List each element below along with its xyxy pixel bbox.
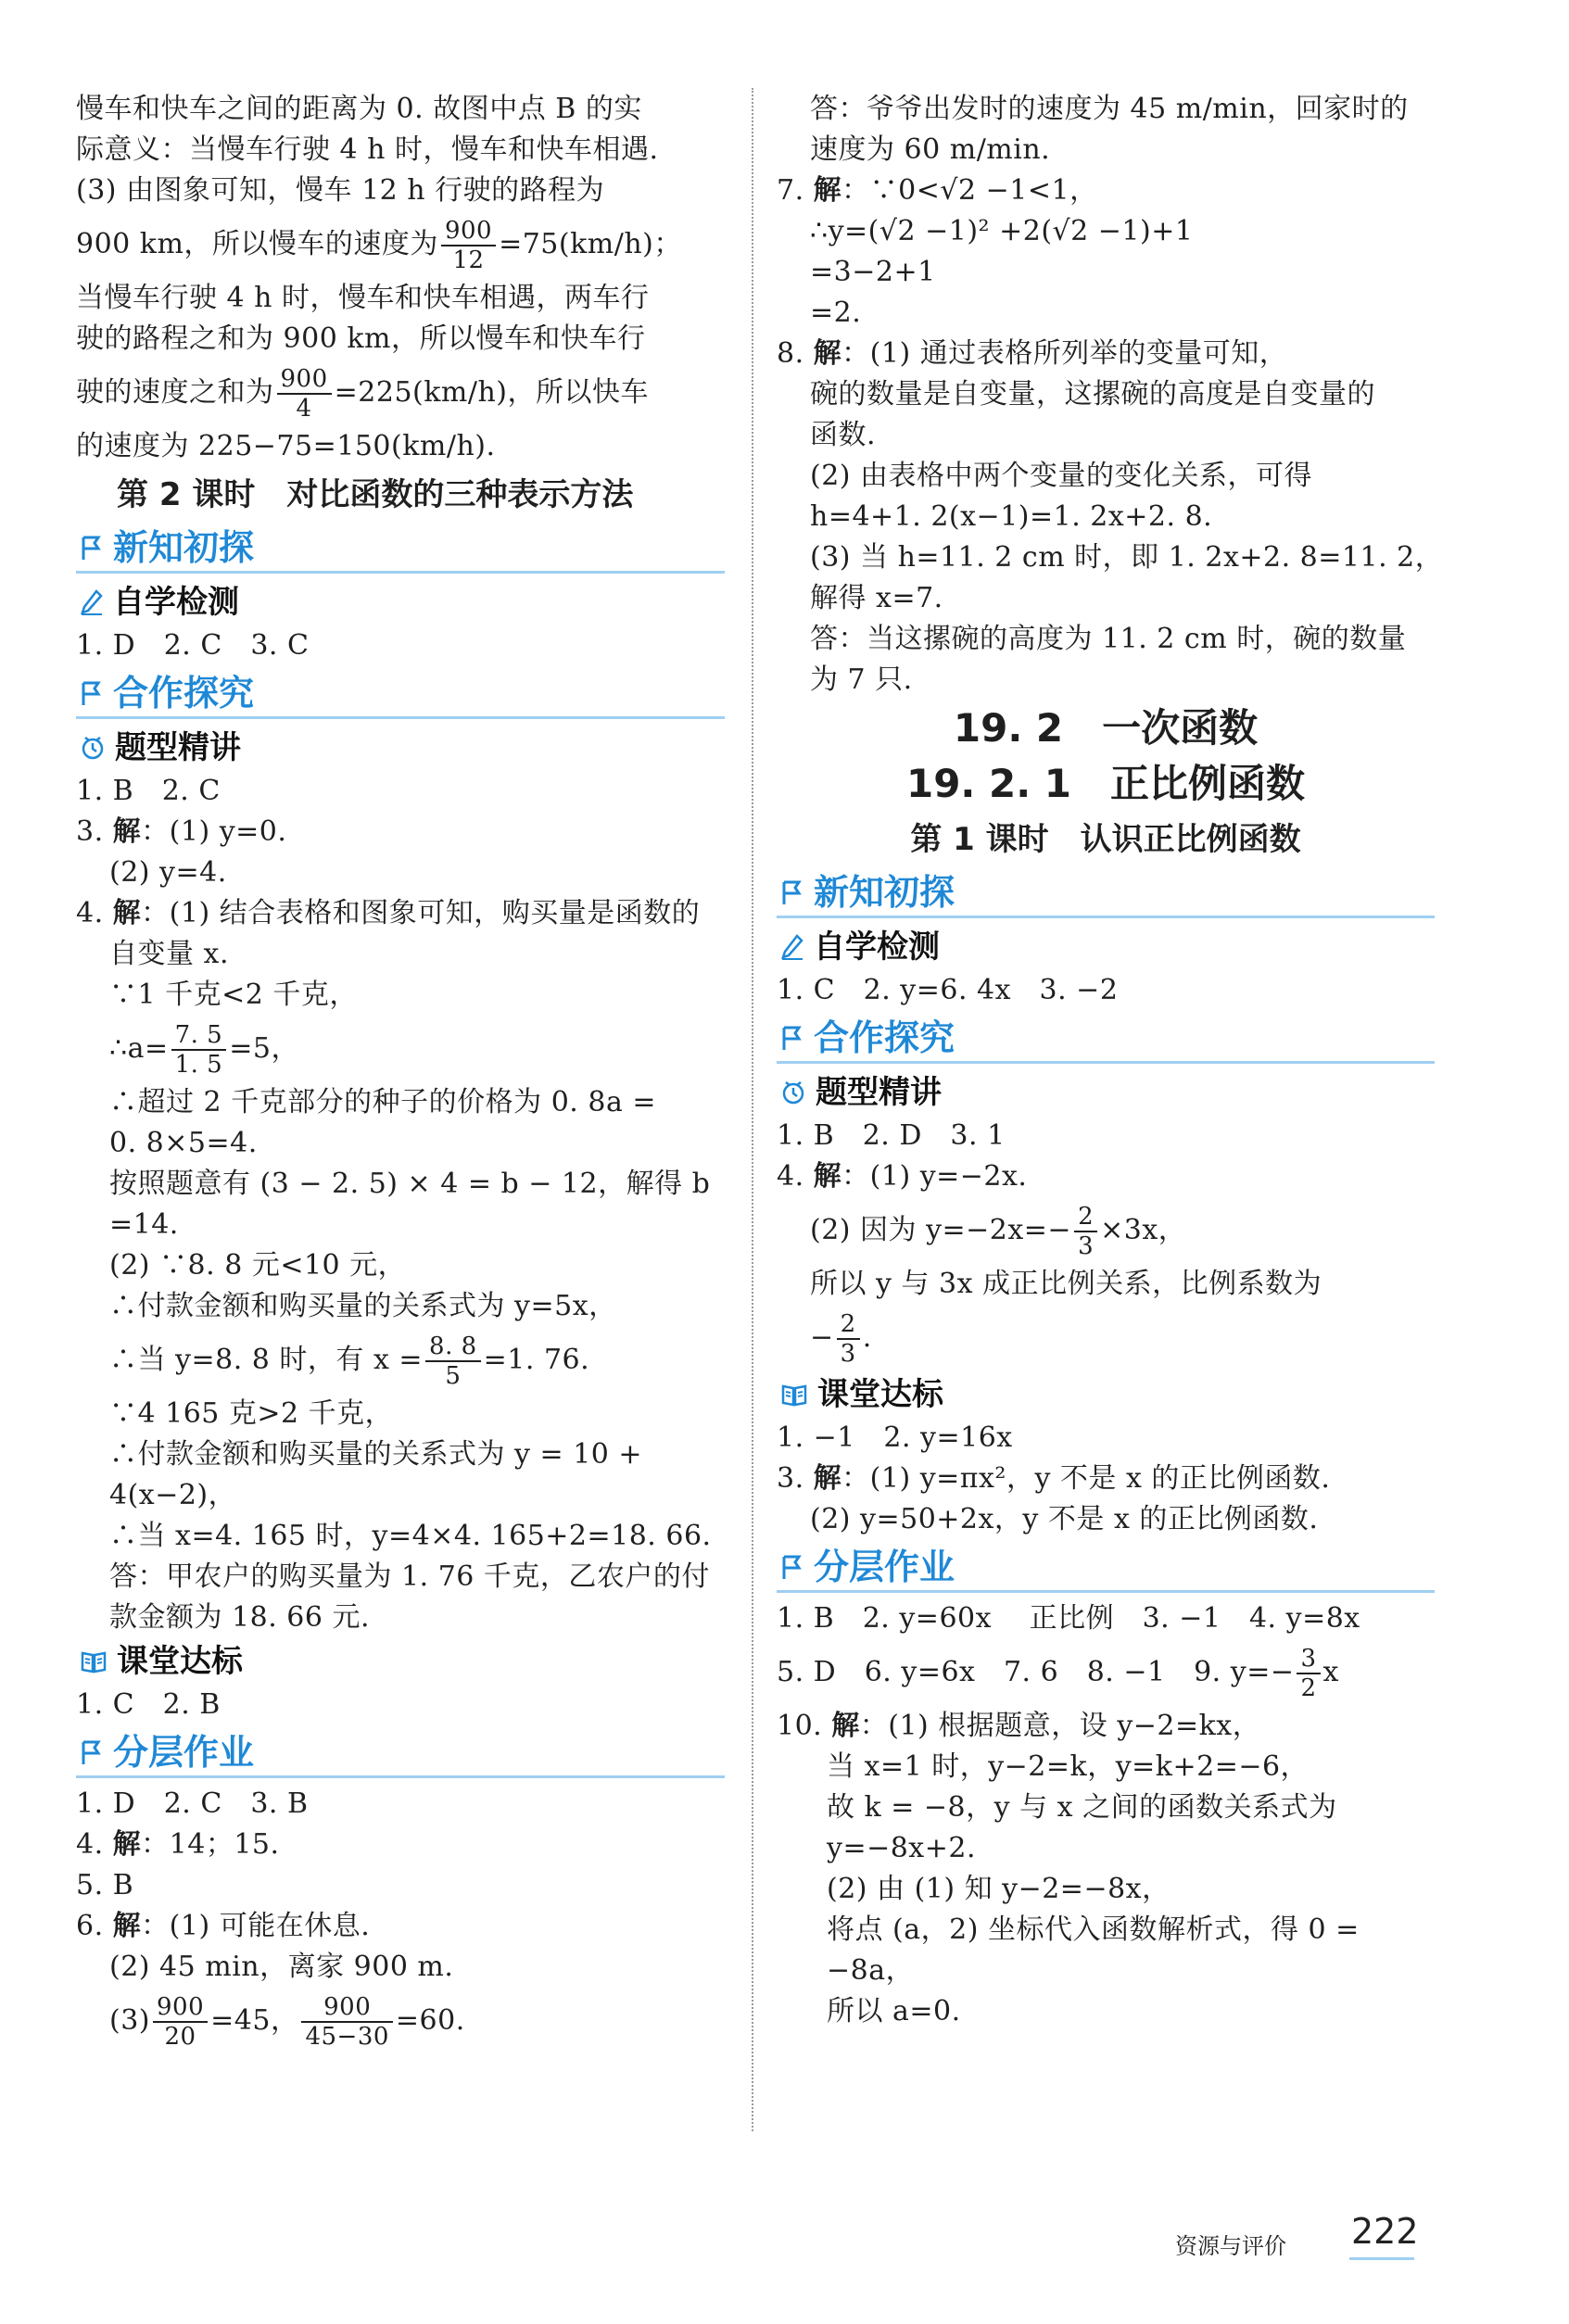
text-span: ：(1) y=πx²，y 不是 x 的正比例函数. xyxy=(841,1462,1331,1495)
solution-label: 解 xyxy=(813,1160,842,1193)
text-line: (2) 45 min，离家 900 m. xyxy=(109,1951,454,1983)
section-title: 课堂达标 xyxy=(817,1376,943,1413)
text-line xyxy=(777,1197,1435,1264)
denominator: 3 xyxy=(840,1340,856,1368)
text-span: =45， xyxy=(210,2004,299,2037)
text-span: 3. xyxy=(76,815,113,848)
answer-line: 1. −1 2. y=16x xyxy=(777,1421,1013,1454)
text-span: 驶的速度之和为 xyxy=(76,376,274,409)
text-span: 3. xyxy=(777,1462,814,1495)
denominator: 5 xyxy=(445,1362,462,1390)
solution-label: 解 xyxy=(813,337,842,370)
numerator: 7. 5 xyxy=(171,1021,227,1051)
text-line: (2) ∵8. 8 元<10 元， xyxy=(109,1249,407,1282)
text-line: 际意义：当慢车行驶 4 h 时，慢车和快车相遇. xyxy=(76,133,659,166)
flag-icon xyxy=(80,679,104,707)
solution-label: 解 xyxy=(831,1710,860,1742)
section-title: 题型精讲 xyxy=(816,1074,942,1111)
section-title: 课堂达标 xyxy=(117,1643,243,1680)
pen-icon xyxy=(780,933,804,961)
text-span: =60. xyxy=(395,2004,465,2037)
answer-line xyxy=(777,1639,1435,1706)
text-span: ：∵0<√2 −1<1， xyxy=(841,174,1098,207)
text-line: (3) 由图象可知，慢车 12 h 行驶的路程为 xyxy=(76,174,605,207)
denominator: 12 xyxy=(452,246,485,274)
text-line: h=4+1. 2(x−1)=1. 2x+2. 8. xyxy=(810,500,1213,533)
answer-line: 1. D 2. C 3. C xyxy=(76,629,310,662)
text-line: 解得 x=7. xyxy=(810,582,943,614)
book-icon xyxy=(80,1648,108,1674)
text-line: 碗的数量是自变量，这摞碗的高度是自变量的 xyxy=(810,378,1375,410)
section-title: 新知初探 xyxy=(113,527,255,568)
answer-line: 5. B xyxy=(76,1869,134,1901)
answer-line: 1. B 2. y=60x 正比例 3. −1 4. y=8x xyxy=(777,1602,1360,1635)
fraction xyxy=(1074,1203,1097,1260)
text-line xyxy=(76,1988,725,2054)
text-line: (2) y=50+2x，y 不是 x 的正比例函数. xyxy=(810,1503,1319,1535)
text-line: ∴当 x=4. 165 时，y=4×4. 165+2=18. 66. xyxy=(109,1520,712,1552)
text-line: 答：爷爷出发时的速度为 45 m/min，回家时的 xyxy=(810,93,1409,125)
flag-icon xyxy=(780,878,804,906)
fraction xyxy=(425,1333,481,1390)
text-span: (2) 因为 y=−2x=− xyxy=(810,1214,1072,1246)
text-line: 答：当这摞碗的高度为 11. 2 cm 时，碗的数量 xyxy=(810,623,1407,655)
text-span: 8. xyxy=(777,337,814,370)
flag-icon xyxy=(80,534,104,562)
numerator: 8. 8 xyxy=(425,1333,481,1362)
text-line: (3) 当 h=11. 2 cm 时，即 1. 2x+2. 8=11. 2， xyxy=(810,541,1444,574)
fraction xyxy=(837,1310,860,1368)
text-span: =1. 76. xyxy=(483,1344,590,1376)
numerator: 900 xyxy=(441,217,496,246)
solution-label: 解 xyxy=(813,174,842,207)
text-line: −8a， xyxy=(827,1954,915,1987)
text-span: 900 km，所以慢车的速度为 xyxy=(76,228,438,260)
section-header-hezuo xyxy=(76,670,725,719)
flag-icon xyxy=(780,1024,804,1052)
denominator: 3 xyxy=(1078,1232,1095,1260)
text-span: =225(km/h)，所以快车 xyxy=(334,376,650,409)
solution-label: 解 xyxy=(112,1910,142,1942)
text-span: − xyxy=(810,1321,834,1354)
text-line xyxy=(76,1016,725,1082)
section-header-xinzhi xyxy=(777,869,1435,918)
text-span: (3) xyxy=(109,2004,150,2037)
text-span: 4. xyxy=(777,1160,814,1193)
text-span: ：(1) y=−2x. xyxy=(841,1160,1028,1193)
text-span: =75(km/h)； xyxy=(499,228,682,260)
text-line: ∴付款金额和购买量的关系式为 y = 10 + xyxy=(109,1438,643,1471)
text-span: 4. xyxy=(76,897,113,929)
section-header-zixue xyxy=(76,579,725,625)
text-line: ∴超过 2 千克部分的种子的价格为 0. 8a = xyxy=(109,1086,656,1118)
text-line: 驶的路程之和为 900 km，所以慢车和快车行 xyxy=(76,322,646,355)
fraction xyxy=(153,1993,208,2051)
text-span: . xyxy=(862,1321,872,1354)
section-title: 合作探究 xyxy=(814,1017,955,1058)
fraction xyxy=(1297,1645,1320,1702)
fraction xyxy=(441,217,496,274)
numerator: 900 xyxy=(277,365,332,395)
text-span: =5， xyxy=(229,1032,299,1065)
text-line: 为 7 只. xyxy=(810,663,913,696)
section-title: 自学检测 xyxy=(814,928,940,966)
lesson-heading: 第 2 课时 对比函数的三种表示方法 xyxy=(117,476,634,513)
section-title: 分层作业 xyxy=(113,1732,255,1773)
flag-icon xyxy=(80,1738,104,1766)
answer-line: 1. C 2. B xyxy=(76,1688,221,1721)
text-line: (2) y=4. xyxy=(109,856,227,889)
text-line: 将点 (a，2) 坐标代入函数解析式，得 0 = xyxy=(827,1914,1360,1946)
clock-icon xyxy=(780,1079,806,1106)
numerator: 2 xyxy=(1074,1203,1097,1232)
answer-line xyxy=(76,812,725,853)
text-line: =2. xyxy=(810,297,862,329)
text-line: ∵4 165 克>2 千克， xyxy=(109,1397,394,1430)
section-title-main: 19. 2. 1 正比例函数 xyxy=(905,761,1306,806)
text-line: 当 x=1 时，y−2=k，y=k+2=−6， xyxy=(827,1750,1310,1783)
answer-line xyxy=(777,1459,1435,1499)
text-line xyxy=(76,1327,725,1394)
section-header-tixing xyxy=(777,1069,1435,1116)
column-divider xyxy=(752,88,753,2131)
answer-line xyxy=(777,171,1435,211)
footer-label: 资源与评价 xyxy=(1175,2233,1286,2259)
text-line: 的速度为 225−75=150(km/h). xyxy=(76,430,496,462)
section-header-hezuo xyxy=(777,1015,1435,1064)
page-number: 222 xyxy=(1351,2211,1419,2252)
section-header-ketang xyxy=(777,1371,1435,1418)
solution-label: 解 xyxy=(112,1828,142,1861)
denominator: 2 xyxy=(1300,1674,1317,1702)
text-line: 所以 y 与 3x 成正比例关系，比例系数为 xyxy=(810,1268,1322,1300)
text-span: ∴当 y=8. 8 时，有 x = xyxy=(109,1344,424,1376)
answer-line: 1. D 2. C 3. B xyxy=(76,1787,309,1820)
flag-icon xyxy=(780,1553,804,1581)
left-column xyxy=(76,89,725,2054)
text-line: y=−8x+2. xyxy=(827,1832,976,1864)
denominator: 1. 5 xyxy=(174,1051,223,1079)
section-title: 新知初探 xyxy=(814,872,955,913)
text-span: 5. D 6. y=6x 7. 6 8. −1 9. y=− xyxy=(777,1656,1295,1688)
page-number-underline xyxy=(1349,2257,1414,2260)
text-line: 故 k = −8，y 与 x 之间的函数关系式为 xyxy=(827,1791,1337,1824)
text-line: 所以 a=0. xyxy=(827,1995,961,2027)
section-header-tixing xyxy=(76,725,725,771)
text-line: =14. xyxy=(109,1208,179,1241)
fraction xyxy=(171,1021,227,1079)
text-line: (2) 由 (1) 知 y−2=−8x， xyxy=(827,1873,1170,1905)
text-line xyxy=(76,211,725,278)
fraction xyxy=(301,1993,392,2051)
answer-line xyxy=(777,1156,1435,1197)
text-line: 答：甲农户的购买量为 1. 76 千克，乙农户的付 xyxy=(109,1560,710,1593)
answer-line xyxy=(777,1706,1435,1747)
section-title: 自学检测 xyxy=(113,584,239,621)
text-line: =3−2+1 xyxy=(810,256,936,288)
text-span: x xyxy=(1322,1656,1339,1688)
answer-line: 1. B 2. D 3. 1 xyxy=(777,1119,1006,1152)
text-line: 慢车和快车之间的距离为 0. 故图中点 B 的实 xyxy=(76,93,642,125)
text-line: 0. 8×5=4. xyxy=(109,1127,258,1159)
section-header-fenceng xyxy=(76,1729,725,1778)
numerator: 900 xyxy=(153,1993,208,2023)
section-title: 题型精讲 xyxy=(115,729,241,766)
text-line: 自变量 x. xyxy=(109,938,229,970)
denominator: 4 xyxy=(296,395,312,423)
text-span: ×3x， xyxy=(1100,1214,1187,1246)
text-line: 款金额为 18. 66 元. xyxy=(109,1601,371,1634)
numerator: 3 xyxy=(1297,1645,1320,1674)
denominator: 45−30 xyxy=(305,2023,389,2051)
text-span: 6. xyxy=(76,1910,113,1942)
text-span: 7. xyxy=(777,174,814,207)
solution-label: 解 xyxy=(112,815,142,848)
text-span: 10. xyxy=(777,1710,832,1742)
text-span: ∴a= xyxy=(109,1032,169,1065)
text-span: ：14；15. xyxy=(141,1828,280,1861)
section-header-zixue xyxy=(777,924,1435,970)
right-column xyxy=(777,89,1444,2032)
text-span: ：(1) 根据题意，设 y−2=kx， xyxy=(859,1710,1261,1742)
text-line: 函数. xyxy=(810,419,877,451)
section-title: 合作探究 xyxy=(113,673,255,714)
lesson-heading: 第 1 课时 认识正比例函数 xyxy=(910,821,1301,858)
text-line: (2) 由表格中两个变量的变化关系，可得 xyxy=(810,460,1313,492)
text-line xyxy=(76,360,725,426)
chapter-title: 19. 2 一次函数 xyxy=(953,705,1259,751)
text-span: ：(1) 可能在休息. xyxy=(141,1910,371,1942)
text-line xyxy=(777,1305,1435,1371)
section-header-ketang xyxy=(76,1638,725,1685)
numerator: 2 xyxy=(837,1310,860,1340)
text-line: 按照题意有 (3 − 2. 5) × 4 = b − 12，解得 b xyxy=(109,1168,711,1200)
text-line: ∴付款金额和购买量的关系式为 y=5x， xyxy=(109,1290,617,1322)
text-line: 速度为 60 m/min. xyxy=(810,133,1051,166)
solution-label: 解 xyxy=(112,897,142,929)
text-span: ：(1) y=0. xyxy=(141,815,287,848)
text-span: 4. xyxy=(76,1828,113,1861)
text-span: ：(1) 结合表格和图象可知，购买量是函数的 xyxy=(141,897,701,929)
text-line: 4(x−2)， xyxy=(109,1479,237,1511)
text-line: 当慢车行驶 4 h 时，慢车和快车相遇，两车行 xyxy=(76,282,650,314)
answer-line: 1. B 2. C xyxy=(76,775,221,807)
solution-label: 解 xyxy=(813,1462,842,1495)
answer-line: 1. C 2. y=6. 4x 3. −2 xyxy=(777,974,1119,1006)
section-header-xinzhi xyxy=(76,524,725,574)
clock-icon xyxy=(80,734,106,762)
denominator: 20 xyxy=(164,2023,196,2051)
numerator: 900 xyxy=(301,1993,392,2023)
answer-line xyxy=(76,1825,725,1865)
answer-line xyxy=(76,893,725,934)
text-line: ∵1 千克<2 千克， xyxy=(109,979,358,1011)
section-title: 分层作业 xyxy=(814,1547,955,1587)
answer-line xyxy=(777,334,1435,374)
answer-line xyxy=(76,1906,725,1947)
book-icon xyxy=(780,1382,808,1408)
pen-icon xyxy=(80,588,104,616)
text-line: ∴y=(√2 −1)² +2(√2 −1)+1 xyxy=(810,215,1194,247)
section-header-fenceng xyxy=(777,1544,1435,1593)
text-span: ：(1) 通过表格所列举的变量可知， xyxy=(841,337,1288,370)
fraction xyxy=(277,365,332,423)
